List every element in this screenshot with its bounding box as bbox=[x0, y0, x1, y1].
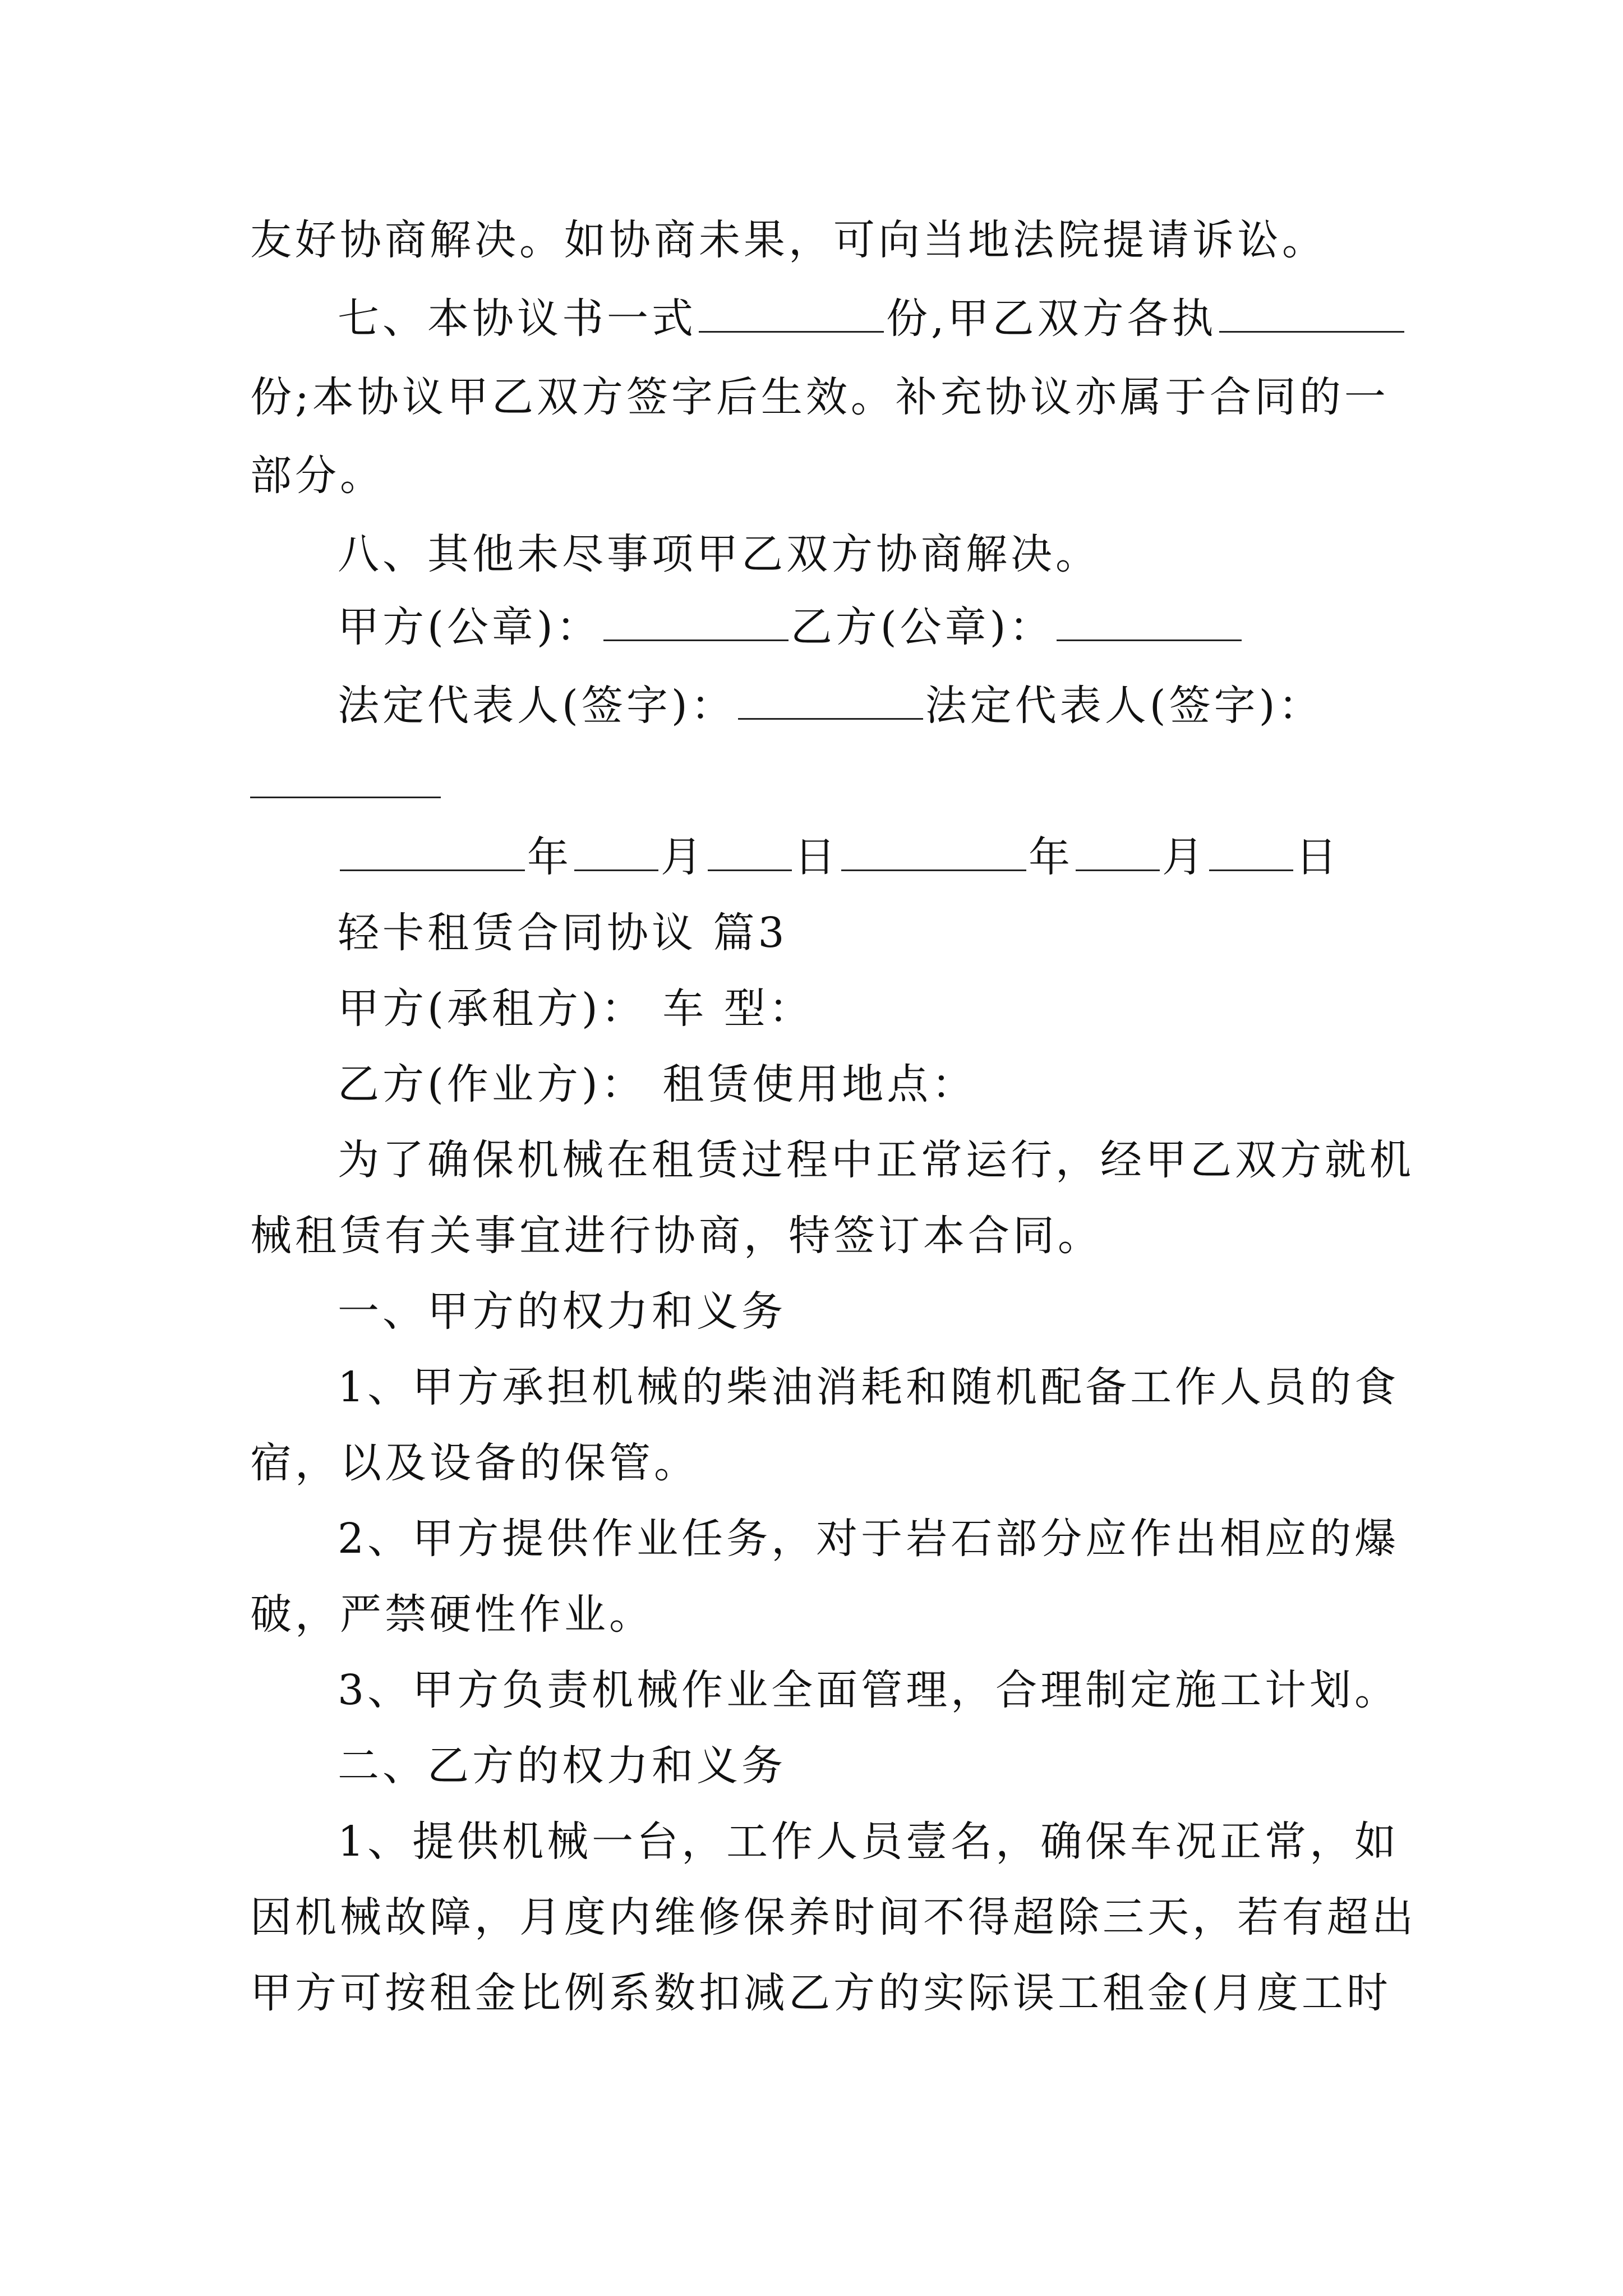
party-b-seal-blank bbox=[1057, 600, 1242, 641]
clause-text: 七、本协议书一式 bbox=[338, 295, 697, 343]
paragraph-line: 3、甲方负责机械作业全面管理，合理制定施工计划。 bbox=[338, 1666, 1400, 1714]
paragraph-line: 1、甲方承担机械的柴油消耗和随机配备工作人员的食 bbox=[338, 1363, 1400, 1411]
year-blank-b bbox=[841, 830, 1026, 871]
party-b-signature-blank bbox=[250, 797, 441, 798]
paragraph-line: 为了确保机械在租赁过程中正常运行，经甲乙双方就机 bbox=[338, 1136, 1414, 1184]
party-b-operator-line: 乙方(作业方)： 租赁使用地点： bbox=[338, 1060, 977, 1108]
month-label: 月 bbox=[1162, 833, 1207, 881]
copies-blank bbox=[699, 292, 884, 333]
subsection-heading: 一、甲方的权力和义务 bbox=[338, 1287, 786, 1336]
party-a-representative-label: 法定代表人(签字)： bbox=[338, 682, 736, 730]
paragraph-line: 1、提供机械一台，工作人员壹名，确保车况正常，如 bbox=[338, 1818, 1400, 1866]
party-a-signature-blank bbox=[738, 679, 923, 720]
paragraph-line: 友好协商解决。如协商未果，可向当地法院提请诉讼。 bbox=[250, 216, 1327, 264]
date-line bbox=[338, 830, 1340, 884]
month-blank-a bbox=[574, 830, 658, 871]
party-b-seal-label: 乙方(公章)： bbox=[790, 603, 1054, 651]
day-label: 日 bbox=[794, 833, 839, 881]
clause-eight-line: 八、其他未尽事项甲乙双方协商解决。 bbox=[338, 530, 1100, 578]
copies-each-blank bbox=[1219, 292, 1404, 333]
seal-line bbox=[338, 600, 1244, 654]
paragraph-line: 破，严禁硬性作业。 bbox=[250, 1590, 654, 1639]
day-label: 日 bbox=[1295, 833, 1340, 881]
year-blank-a bbox=[340, 830, 525, 871]
party-a-seal-blank bbox=[603, 600, 789, 641]
year-label: 年 bbox=[1029, 833, 1073, 881]
subsection-heading: 二、乙方的权力和义务 bbox=[338, 1742, 786, 1790]
paragraph-line: 2、甲方提供作业任务，对于岩石部分应作出相应的爆 bbox=[338, 1515, 1400, 1563]
year-label: 年 bbox=[527, 833, 572, 881]
paragraph-line: 份;本协议甲乙双方签字后生效。补充协议亦属于合同的一 bbox=[250, 373, 1389, 421]
party-a-lessee-line: 甲方(承租方)： 车 型： bbox=[338, 984, 814, 1033]
paragraph-line: 部分。 bbox=[250, 452, 385, 500]
month-label: 月 bbox=[661, 833, 706, 881]
clause-text: 份,甲乙双方各执 bbox=[886, 295, 1217, 343]
clause-seven-line bbox=[338, 292, 1407, 346]
section-title: 轻卡租赁合同协议 篇3 bbox=[338, 909, 788, 957]
party-a-seal-label: 甲方(公章)： bbox=[338, 603, 601, 651]
day-blank-a bbox=[708, 830, 792, 871]
paragraph-line: 甲方可按租金比例系数扣减乙方的实际误工租金(月度工时 bbox=[250, 1969, 1391, 2017]
party-b-representative-label: 法定代表人(签字)： bbox=[925, 682, 1324, 730]
paragraph-line: 械租赁有关事宜进行协商，特签订本合同。 bbox=[250, 1212, 1103, 1260]
month-blank-b bbox=[1076, 830, 1160, 871]
day-blank-b bbox=[1209, 830, 1293, 871]
signature-line bbox=[338, 679, 1324, 733]
paragraph-line: 宿，以及设备的保管。 bbox=[250, 1439, 699, 1487]
paragraph-line: 因机械故障，月度内维修保养时间不得超除三天，若有超出 bbox=[250, 1893, 1417, 1941]
